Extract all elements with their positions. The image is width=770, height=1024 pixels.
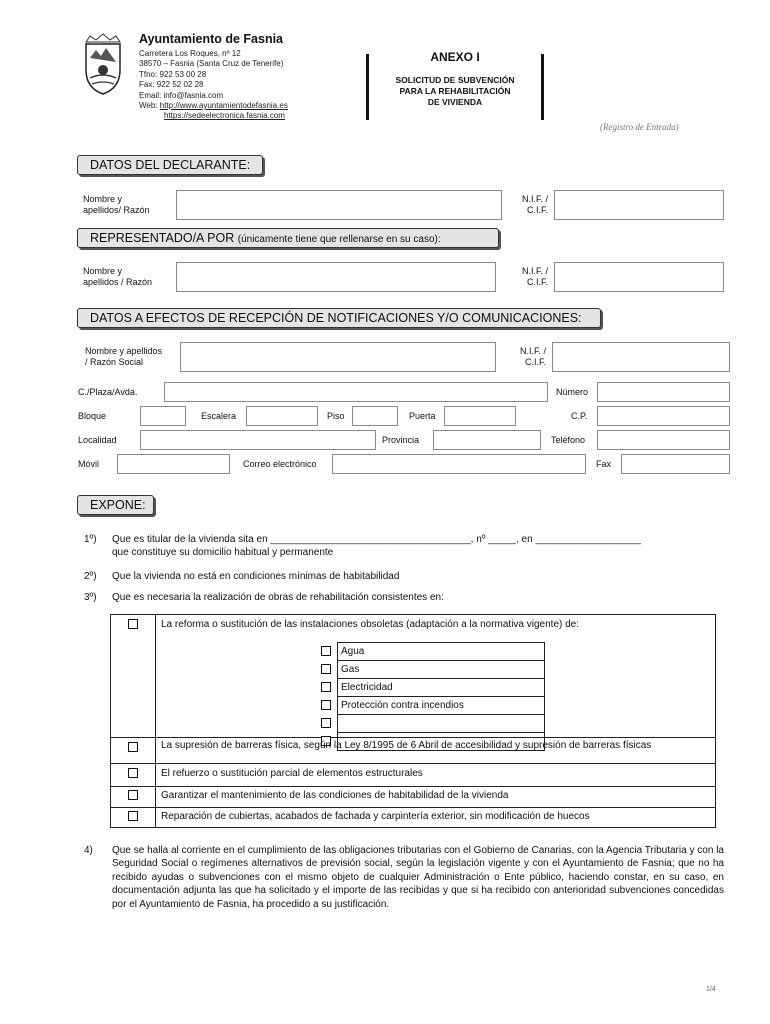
notif-nif-field[interactable] xyxy=(552,342,730,372)
installation-row xyxy=(315,661,545,679)
address-line: Email: info@fasnia.com xyxy=(139,90,224,100)
title-right-bar xyxy=(541,54,544,120)
label-line: apellidos/ Razón xyxy=(83,205,150,215)
fax-label: Fax xyxy=(596,459,612,469)
installation-checkbox[interactable] xyxy=(321,664,331,674)
installations-grid xyxy=(315,642,545,751)
installation-checkbox[interactable] xyxy=(321,682,331,692)
escalera-label: Escalera xyxy=(201,411,237,421)
work-checkbox[interactable] xyxy=(128,790,138,800)
installation-row xyxy=(315,679,545,697)
installation-label: Gas xyxy=(338,661,545,679)
registro-label: (Registro de Entrada) xyxy=(600,122,679,132)
installation-check-cell xyxy=(315,679,338,697)
representado-name-field[interactable] xyxy=(176,262,496,292)
item2-text: Que la vivienda no está en condiciones mínimas de habitabilidad xyxy=(112,571,400,582)
installation-check-cell xyxy=(315,643,338,661)
works-row-line xyxy=(111,786,715,787)
address-line: Fax: 922 52 02 28 xyxy=(139,80,204,90)
cp-label: C.P. xyxy=(571,411,588,421)
localidad-label: Localidad xyxy=(78,435,117,445)
bloque-field[interactable] xyxy=(140,406,186,426)
org-address xyxy=(139,49,288,122)
numero-field[interactable] xyxy=(597,382,730,402)
installation-row xyxy=(315,643,545,661)
section-notificaciones: DATOS A EFECTOS DE RECEPCIÓN DE NOTIFICACIONES Y/O COMUNICACIONES: xyxy=(77,308,601,328)
sede-link[interactable]: https://sedeelectronica.fasnia.com xyxy=(164,111,285,121)
installation-label: Protección contra incendios xyxy=(338,697,545,715)
installation-label: Electricidad xyxy=(338,679,545,697)
item4-number: 4) xyxy=(84,845,93,856)
notif-name-field[interactable] xyxy=(180,342,496,372)
item3-number: 3º) xyxy=(84,592,97,603)
installation-checkbox[interactable] xyxy=(321,646,331,656)
form-title-line: PARA LA REHABILITACIÓN xyxy=(399,86,511,96)
declarante-nif-field[interactable] xyxy=(554,190,724,220)
works-row-line xyxy=(111,763,715,764)
label-line: C.I.F. xyxy=(526,277,548,287)
declarante-name-field[interactable] xyxy=(176,190,502,220)
web-line xyxy=(139,101,288,111)
coat-of-arms-logo xyxy=(80,32,126,96)
installation-check-cell xyxy=(315,661,338,679)
work-label: Garantizar el mantenimiento de las condiciones de habitabilidad de la vivienda xyxy=(161,790,509,801)
work-checkbox[interactable] xyxy=(128,811,138,821)
installation-row xyxy=(315,697,545,715)
numero-label: Número xyxy=(556,387,589,397)
item1-number: 1º) xyxy=(84,534,97,545)
work-label: El refuerzo o sustitución parcial de elementos estructurales xyxy=(161,768,423,779)
localidad-field[interactable] xyxy=(140,430,376,450)
label-line: N.I.F. / xyxy=(519,346,546,356)
label-line: Nombre y xyxy=(83,194,123,204)
web-label: Web: xyxy=(139,101,160,111)
representado-nif-field[interactable] xyxy=(554,262,724,292)
section-representado-title: REPRESENTADO/A POR xyxy=(90,231,235,245)
section-representado-note: (únicamente tiene que rellenarse en su caso): xyxy=(237,234,441,245)
correo-label: Correo electrónico xyxy=(243,459,317,469)
representado-name-label xyxy=(83,266,152,288)
item2-number: 2º) xyxy=(84,571,97,582)
telefono-field[interactable] xyxy=(597,430,730,450)
label-line: apellidos / Razón xyxy=(83,277,153,287)
section-representado xyxy=(77,228,499,248)
item1-line: que constituye su domicilio habitual y permanente xyxy=(112,547,334,558)
installation-checkbox[interactable] xyxy=(321,700,331,710)
provincia-label: Provincia xyxy=(382,435,420,445)
provincia-field[interactable] xyxy=(433,430,541,450)
item4-text: Que se halla al corriente en el cumplimiento de las obligaciones tributarias con el Gobierno de Canarias, con la Agencia Tributaria y con la Seguridad Social o regímenes alternativos de previsión social, según la legislación vigente y con el Ayuntamiento de Fasnia; que no ha recibido ayudas o subvenciones con el mismo objeto de cualquier Administración o Ente público, haciendo constar, en su caso, en documentación adjunta las que ha solicitado y el importe de las recibidas y que si ha recibido con anterioridad subvenciones concedidas por el Ayuntamiento de Fasnia, ha procedido a su justificación. xyxy=(112,845,724,910)
work-label: Reparación de cubiertas, acabados de fachada y carpintería exterior, sin modificación de huecos xyxy=(161,811,590,822)
puerta-field[interactable] xyxy=(444,406,516,426)
label-line: N.I.F. / xyxy=(521,194,548,204)
telefono-label: Teléfono xyxy=(551,435,586,445)
work-label: La supresión de barreras física, según la Ley 8/1995 de 6 Abril de accesibilidad y supresión de barreras físicas xyxy=(161,740,652,751)
work-checkbox[interactable] xyxy=(128,768,138,778)
item1-text xyxy=(112,533,732,559)
installation-check-cell xyxy=(315,715,338,733)
piso-field[interactable] xyxy=(352,406,398,426)
label-line: Nombre y apellidos xyxy=(85,346,163,356)
declarante-nif-label xyxy=(500,194,548,216)
form-title-line: DE VIVIENDA xyxy=(427,97,483,107)
address-line: 38570 – Fasnia (Santa Cruz de Tenerife) xyxy=(139,59,284,69)
sede-line xyxy=(139,111,288,121)
label-line: N.I.F. / xyxy=(521,266,548,276)
correo-field[interactable] xyxy=(332,454,586,474)
representado-nif-label xyxy=(500,266,548,288)
works-table xyxy=(110,614,716,828)
declarante-name-label xyxy=(83,194,150,216)
label-line: Nombre y xyxy=(83,266,123,276)
annex-title: ANEXO I xyxy=(430,50,480,64)
section-declarante: DATOS DEL DECLARANTE: xyxy=(77,155,263,175)
calle-label: C./Plaza/Avda. xyxy=(78,387,138,397)
address-line: Tfno: 922 53 00 28 xyxy=(139,69,207,79)
calle-field[interactable] xyxy=(164,382,548,402)
label-line: C.I.F. xyxy=(526,205,548,215)
item1-line: Que es titular de la vivienda sita en ____________________________________, nº _____, en ___________________ xyxy=(112,534,642,545)
escalera-field[interactable] xyxy=(246,406,318,426)
form-title xyxy=(372,75,538,108)
puerta-label: Puerta xyxy=(409,411,436,421)
works-row-line xyxy=(111,807,715,808)
form-title-line: SOLICITUD DE SUBVENCIÓN xyxy=(395,75,515,85)
installation-checkbox[interactable] xyxy=(321,718,331,728)
installation-check-cell xyxy=(315,697,338,715)
piso-label: Piso xyxy=(327,411,345,421)
section-expone: EXPONE: xyxy=(77,495,154,515)
notif-nif-label xyxy=(498,346,546,368)
movil-field[interactable] xyxy=(117,454,230,474)
org-name: Ayuntamiento de Fasnia xyxy=(139,32,284,46)
installations-table xyxy=(315,642,545,751)
notif-name-label xyxy=(85,346,162,368)
works-table-divider xyxy=(155,615,156,827)
page-number: 1/4 xyxy=(706,986,716,993)
movil-label: Móvil xyxy=(78,459,100,469)
work-checkbox[interactable] xyxy=(128,742,138,752)
installation-label[interactable] xyxy=(338,715,545,733)
title-left-bar xyxy=(366,54,369,120)
cp-field[interactable] xyxy=(597,406,730,426)
fax-field[interactable] xyxy=(621,454,730,474)
installation-row xyxy=(315,715,545,733)
label-line: / Razón Social xyxy=(85,357,144,367)
label-line: C.I.F. xyxy=(524,357,546,367)
installation-label: Agua xyxy=(338,643,545,661)
address-line: Carretera Los Roques, nº 12 xyxy=(139,49,241,58)
web-link[interactable]: http://www.ayuntamientodefasnia.es xyxy=(159,101,288,111)
bloque-label: Bloque xyxy=(78,411,107,421)
work-label: La reforma o sustitución de las instalaciones obsoletas (adaptación a la normativa vigente) de: xyxy=(161,619,580,630)
item3-text: Que es necesaria la realización de obras de rehabilitación consistentes en: xyxy=(112,592,444,603)
work-checkbox[interactable] xyxy=(128,619,138,629)
